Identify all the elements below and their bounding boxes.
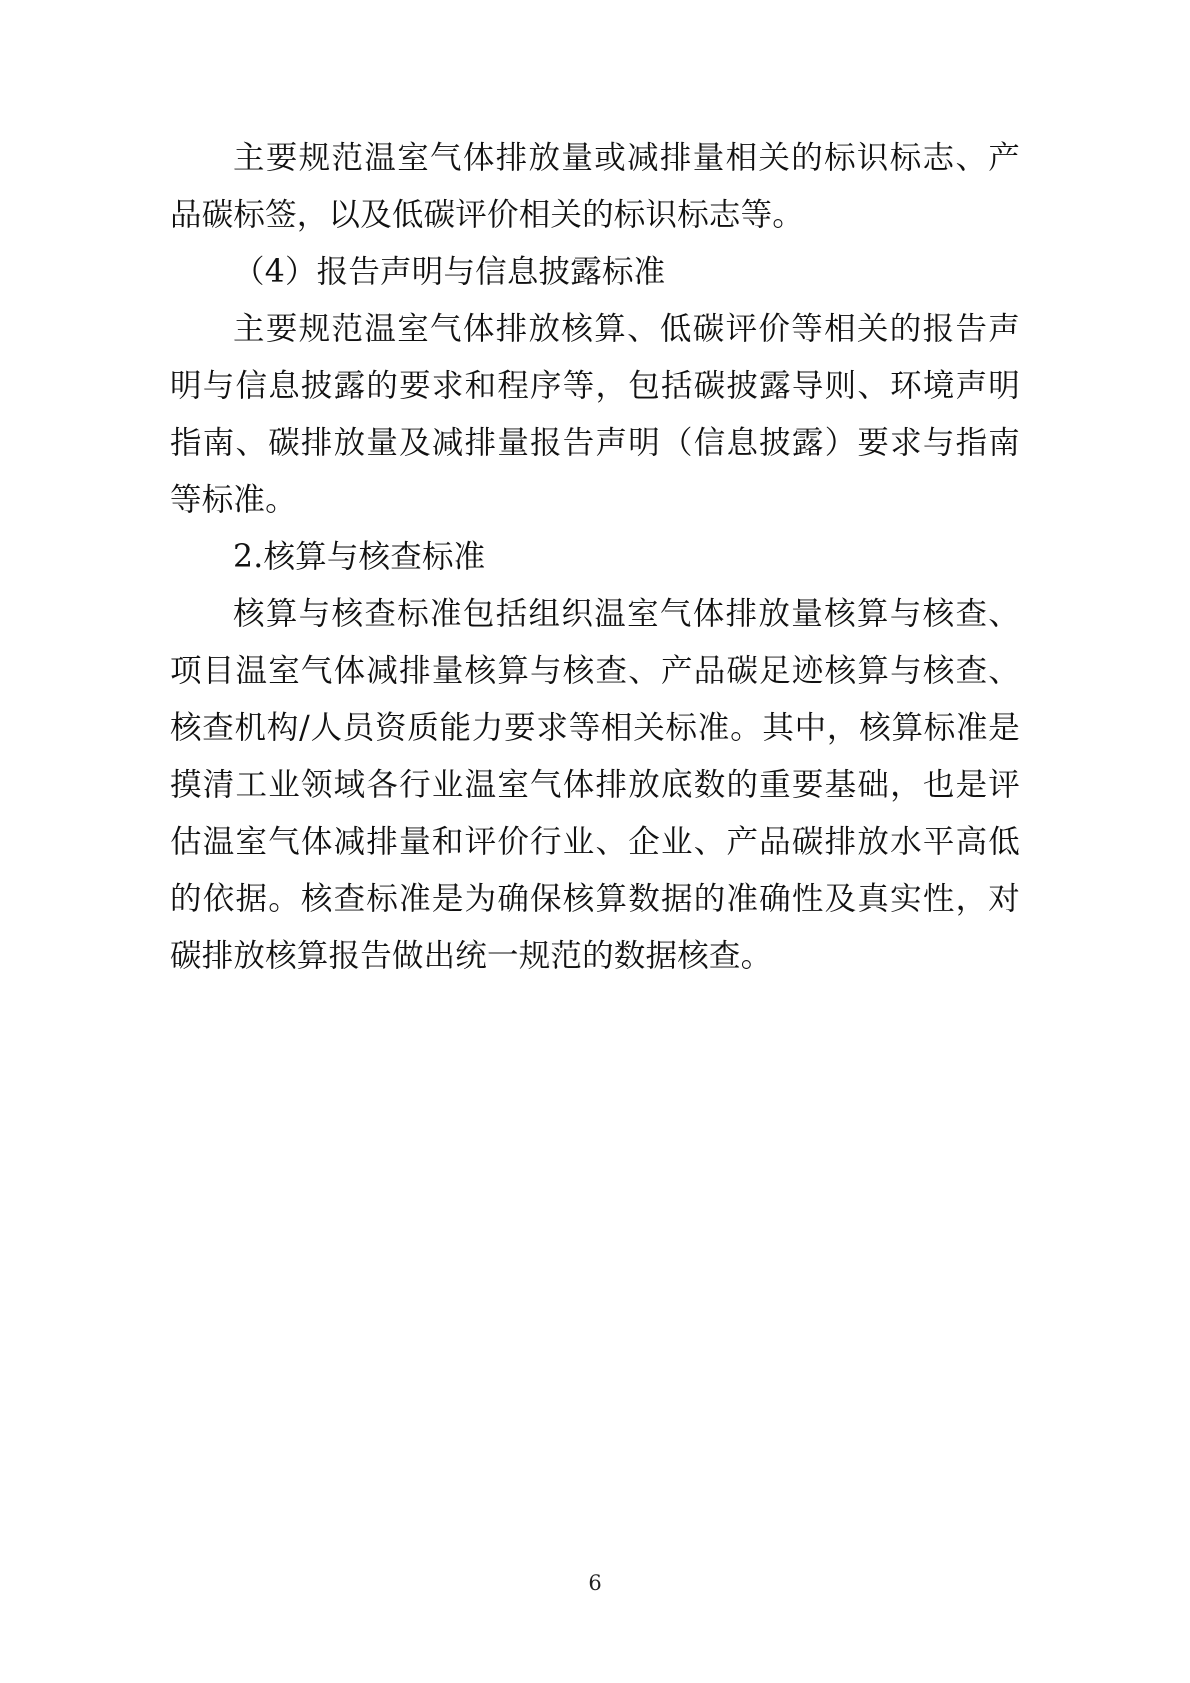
paragraph-disclosure: 主要规范温室气体排放核算、低碳评价等相关的报告声明与信息披露的要求和程序等，包括碳披露导则、环境声明指南、碳排放量及减排量报告声明（信息披露）要求与指南等标准。 [170,311,1020,518]
paragraph-labels: 主要规范温室气体排放量或减排量相关的标识标志、产品碳标签，以及低碳评价相关的标识标志等。 [170,140,1020,233]
paragraph-accounting: 核算与核查标准包括组织温室气体排放量核算与核查、项目温室气体减排量核算与核查、产品碳足迹核算与核查、核查机构/人员资质能力要求等相关标准。其中，核算标准是摸清工业领域各行业温室气体排放底数的重要基础，也是评估温室气体减排量和评价行业、企业、产品碳排放水平高低的依据。核查标准是为确保核算数据的准确性及真实性，对碳排放核算报告做出统一规范的数据核查。 [170,596,1020,974]
paragraph-heading-4: （4）报告声明与信息披露标准 [233,254,666,290]
paragraph-heading-2: 2.核算与核查标准 [233,539,486,575]
document-body [170,130,1020,985]
page-number: 6 [588,1571,602,1595]
